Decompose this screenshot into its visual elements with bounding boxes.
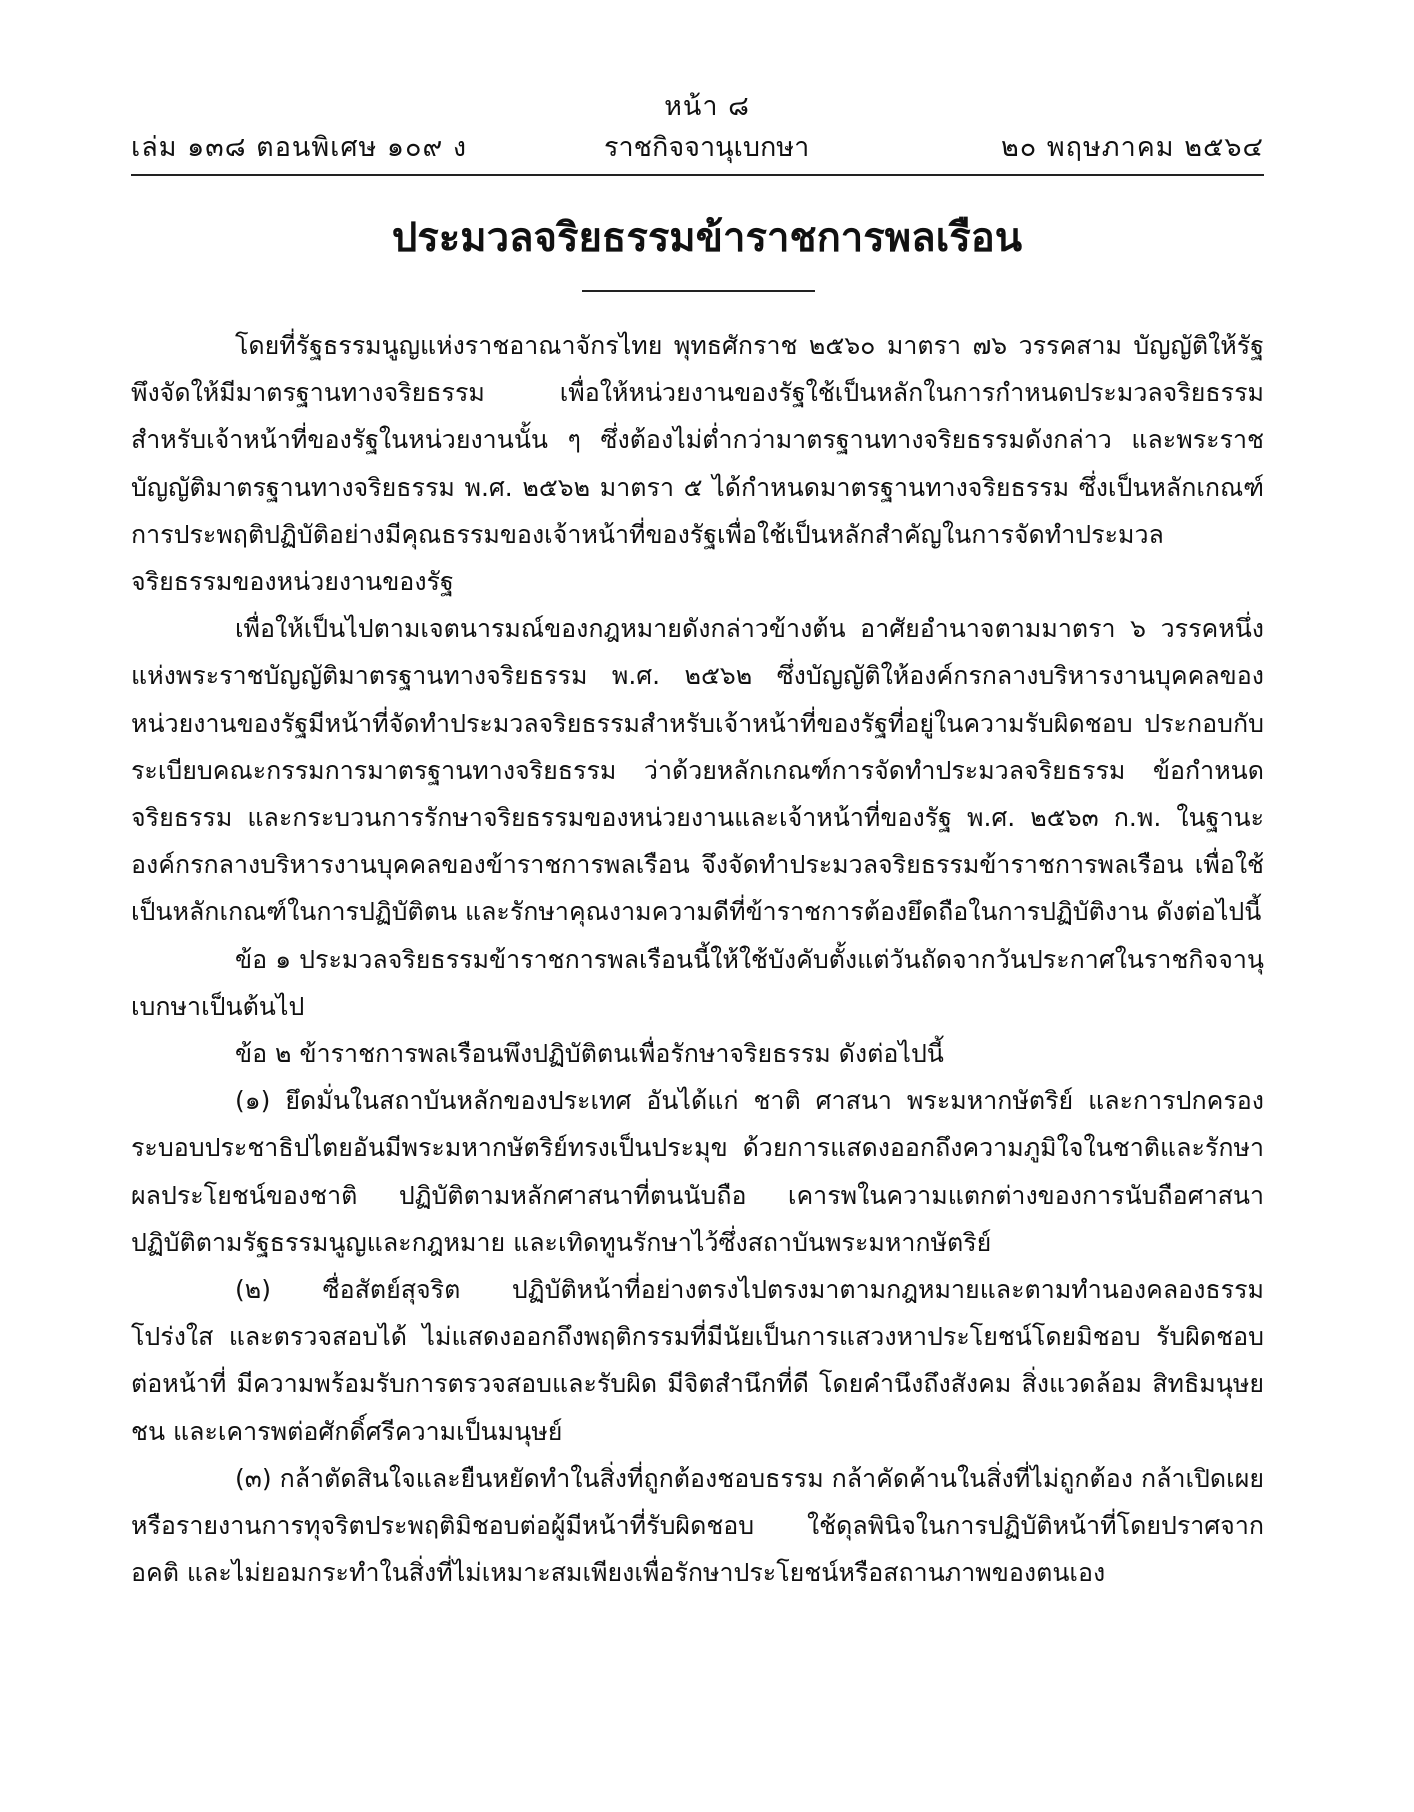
paragraph-clause-1: ข้อ ๑ ประมวลจริยธรรมข้าราชการพลเรือนนี้ให้ใช้บังคับตั้งแต่วันถัดจากวันประกาศในราชกิจจานุเบกษาเป็นต้นไป — [131, 944, 1264, 1021]
publication-date: ๒๐ พฤษภาคม ๒๕๖๔ — [1000, 132, 1264, 163]
gazette-header — [131, 130, 1264, 170]
document-title: ประมวลจริยธรรมข้าราชการพลเรือน — [391, 215, 1023, 261]
paragraph-item-2: (๒) ซื่อสัตย์สุจริต ปฏิบัติหน้าที่อย่างตรงไปตรงมาตามกฎหมายและตามทำนองคลองธรรม โปร่งใส และตรวจสอบได้ ไม่แสดงออกถึงพฤติกรรมที่มีนัยเป็นการแสวงหาประโยชน์โดยมิชอบ รับผิดชอบต่อหน้าที่ มีความพร้อมรับการตรวจสอบและรับผิด มีจิตสำนึกที่ดี โดยคำนึงถึงสังคม สิ่งแวดล้อม สิทธิมนุษยชน และเคารพต่อศักดิ์ศรีความเป็นมนุษย์ — [131, 1275, 1264, 1446]
document-body — [131, 322, 1264, 1596]
paragraph-clause-2: ข้อ ๒ ข้าราชการพลเรือนพึงปฏิบัติตนเพื่อรักษาจริยธรรม ดังต่อไปนี้ — [235, 1039, 944, 1069]
header-divider — [131, 174, 1264, 176]
title-underline — [582, 290, 815, 292]
volume-issue: เล่ม ๑๓๘ ตอนพิเศษ ๑๐๙ ง — [131, 132, 468, 163]
paragraph-item-3: (๓) กล้าตัดสินใจและยืนหยัดทำในสิ่งที่ถูกต้องชอบธรรม กล้าคัดค้านในสิ่งที่ไม่ถูกต้อง กล้าเปิดเผยหรือรายงานการทุจริตประพฤติมิชอบต่อผู้มีหน้าที่รับผิดชอบ ใช้ดุลพินิจในการปฏิบัติหน้าที่โดยปราศจากอคติ และไม่ยอมกระทำในสิ่งที่ไม่เหมาะสมเพียงเพื่อรักษาประโยชน์หรือสถานภาพของตนเอง — [131, 1463, 1264, 1588]
paragraph-authority: เพื่อให้เป็นไปตามเจตนารมณ์ของกฎหมายดังกล่าวข้างต้น อาศัยอำนาจตามมาตรา ๖ วรรคหนึ่ง แห่งพระราชบัญญัติมาตรฐานทางจริยธรรม พ.ศ. ๒๕๖๒ ซึ่งบัญญัติให้องค์กรกลางบริหารงานบุคคลของหน่วยงานของรัฐมีหน้าที่จัดทำประมวลจริยธรรมสำหรับเจ้าหน้าที่ของรัฐที่อยู่ในความรับผิดชอบ ประกอบกับระเบียบคณะกรรมการมาตรฐานทางจริยธรรม ว่าด้วยหลักเกณฑ์การจัดทำประมวลจริยธรรม ข้อกำหนดจริยธรรม และกระบวนการรักษาจริยธรรมของหน่วยงานและเจ้าหน้าที่ของรัฐ พ.ศ. ๒๕๖๓ ก.พ. ในฐานะองค์กรกลางบริหารงานบุคคลของข้าราชการพลเรือน จึงจัดทำประมวลจริยธรรมข้าราชการพลเรือน เพื่อใช้เป็นหลักเกณฑ์ในการปฏิบัติตน และรักษาคุณงามความดีที่ข้าราชการต้องยึดถือในการปฏิบัติงาน ดังต่อไปนี้ — [131, 614, 1264, 927]
paragraph-preamble: โดยที่รัฐธรรมนูญแห่งราชอาณาจักรไทย พุทธศักราช ๒๕๖๐ มาตรา ๗๖ วรรคสาม บัญญัติให้รัฐพึงจัดให้มีมาตรฐานทางจริยธรรม เพื่อให้หน่วยงานของรัฐใช้เป็นหลักในการกำหนดประมวลจริยธรรมสำหรับเจ้าหน้าที่ของรัฐในหน่วยงานนั้น ๆ ซึ่งต้องไม่ต่ำกว่ามาตรฐานทางจริยธรรมดังกล่าว และพระราชบัญญัติมาตรฐานทางจริยธรรม พ.ศ. ๒๕๖๒ มาตรา ๕ ได้กำหนดมาตรฐานทางจริยธรรม ซึ่งเป็นหลักเกณฑ์การประพฤติปฏิบัติอย่างมีคุณธรรมของเจ้าหน้าที่ของรัฐเพื่อใช้เป็นหลักสำคัญในการจัดทำประมวลจริยธรรมของหน่วยงานของรัฐ — [131, 331, 1264, 597]
publication-name: ราชกิจจานุเบกษา — [604, 132, 810, 163]
paragraph-item-1: (๑) ยึดมั่นในสถาบันหลักของประเทศ อันได้แก่ ชาติ ศาสนา พระมหากษัตริย์ และการปกครองระบอบประชาธิปไตยอันมีพระมหากษัตริย์ทรงเป็นประมุข ด้วยการแสดงออกถึงความภูมิใจในชาติและรักษาผลประโยชน์ของชาติ ปฏิบัติตามหลักศาสนาที่ตนนับถือ เคารพในความแตกต่างของการนับถือศาสนา ปฏิบัติตามรัฐธรรมนูญและกฎหมาย และเทิดทูนรักษาไว้ซึ่งสถาบันพระมหากษัตริย์ — [131, 1086, 1264, 1257]
page-number: หน้า ๘ — [664, 91, 750, 122]
